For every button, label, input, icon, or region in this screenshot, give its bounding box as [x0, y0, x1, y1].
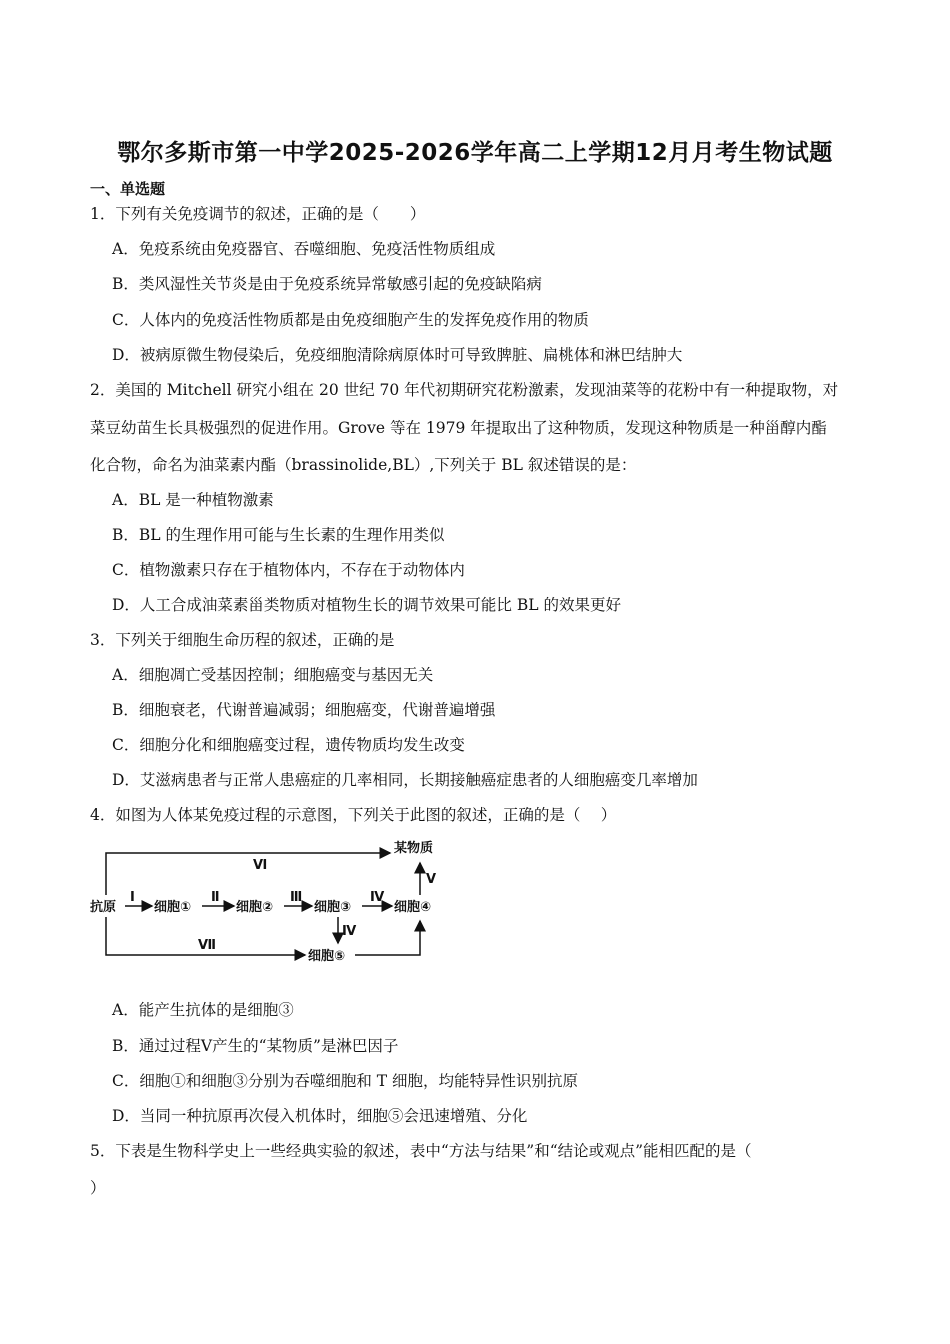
question-3-option-a: A．细胞凋亡受基因控制；细胞癌变与基因无关: [112, 666, 434, 684]
question-5-stem-line2: ）: [90, 1179, 106, 1197]
question-4-option-a: A．能产生抗体的是细胞③: [112, 1001, 294, 1019]
question-2-stem-line1: 2．美国的 Mitchell 研究小组在 20 世纪 70 年代初期研究花粉激素，发现油菜等的花粉中有一种提取物，对: [90, 381, 839, 399]
arrow-vi: [106, 853, 390, 895]
process-i-label: Ⅰ: [130, 890, 135, 905]
question-2-option-c: C．植物激素只存在于植物体内，不存在于动物体内: [112, 561, 465, 579]
question-2-stem-line2: 菜豆幼苗生长具极强烈的促进作用。Grove 等在 1979 年提取出了这种物质，发现这种物质是一种甾醇内酯: [90, 419, 827, 437]
question-4-option-b: B．通过过程Ⅴ产生的“某物质”是淋巴因子: [112, 1037, 399, 1055]
question-4-stem: 4．如图为人体某免疫过程的示意图，下列关于此图的叙述，正确的是（ ）: [90, 806, 617, 824]
process-ii-label: Ⅱ: [211, 890, 220, 905]
question-2-option-b: B．BL 的生理作用可能与生长素的生理作用类似: [112, 526, 445, 544]
question-1-option-a: A．免疫系统由免疫器官、吞噬细胞、免疫活性物质组成: [112, 240, 496, 258]
immune-process-diagram: [90, 835, 450, 965]
question-5-stem-line1: 5．下表是生物科学史上一些经典实验的叙述，表中“方法与结果”和“结论或观点”能相匹配的是（: [90, 1142, 752, 1160]
cell-2-label: 细胞②: [236, 900, 274, 915]
process-vi-label: Ⅵ: [253, 858, 268, 873]
cell-4-label: 细胞④: [394, 900, 432, 915]
section-heading: 一、单选题: [90, 180, 166, 198]
arrow-cell5-to-cell4: [355, 921, 420, 955]
page-title: 鄂尔多斯市第一中学2025-2026学年高二上学期12月月考生物试题: [117, 140, 833, 166]
question-1-stem: 1．下列有关免疫调节的叙述，正确的是（ ）: [90, 205, 426, 223]
cell-5-label: 细胞⑤: [308, 949, 346, 964]
question-3-stem: 3．下列关于细胞生命历程的叙述，正确的是: [90, 631, 395, 649]
question-4-option-c: C．细胞①和细胞③分别为吞噬细胞和 T 细胞，均能特异性识别抗原: [112, 1072, 579, 1090]
process-v-label: Ⅴ: [426, 872, 437, 887]
substance-label: 某物质: [394, 841, 434, 856]
cell-3-label: 细胞③: [314, 900, 352, 915]
question-1-option-c: C．人体内的免疫活性物质都是由免疫细胞产生的发挥免疫作用的物质: [112, 311, 589, 329]
question-4-option-d: D．当同一种抗原再次侵入机体时，细胞⑤会迅速增殖、分化: [112, 1107, 528, 1125]
cell-1-label: 细胞①: [154, 900, 192, 915]
question-3-option-b: B．细胞衰老，代谢普遍减弱；细胞癌变，代谢普遍增强: [112, 701, 496, 719]
antigen-label: 抗原: [90, 900, 117, 915]
process-iv-down-label: Ⅳ: [342, 924, 357, 939]
question-1-option-d: D．被病原微生物侵染后，免疫细胞清除病原体时可导致脾脏、扁桃体和淋巴结肿大: [112, 346, 683, 364]
question-2-stem-line3: 化合物，命名为油菜素内酯（brassinolide,BL）,下列关于 BL 叙述错误的是：: [90, 456, 637, 474]
question-1-option-b: B．类风湿性关节炎是由于免疫系统异常敏感引起的免疫缺陷病: [112, 275, 542, 293]
process-vii-label: Ⅶ: [198, 938, 217, 953]
process-iv-right-label: Ⅳ: [370, 890, 385, 905]
question-2-option-d: D．人工合成油菜素甾类物质对植物生长的调节效果可能比 BL 的效果更好: [112, 596, 621, 614]
question-3-option-c: C．细胞分化和细胞癌变过程，遗传物质均发生改变: [112, 736, 465, 754]
process-iii-label: Ⅲ: [290, 890, 303, 905]
question-2-option-a: A．BL 是一种植物激素: [112, 491, 274, 509]
question-3-option-d: D．艾滋病患者与正常人患癌症的几率相同，长期接触癌症患者的人细胞癌变几率增加: [112, 771, 698, 789]
